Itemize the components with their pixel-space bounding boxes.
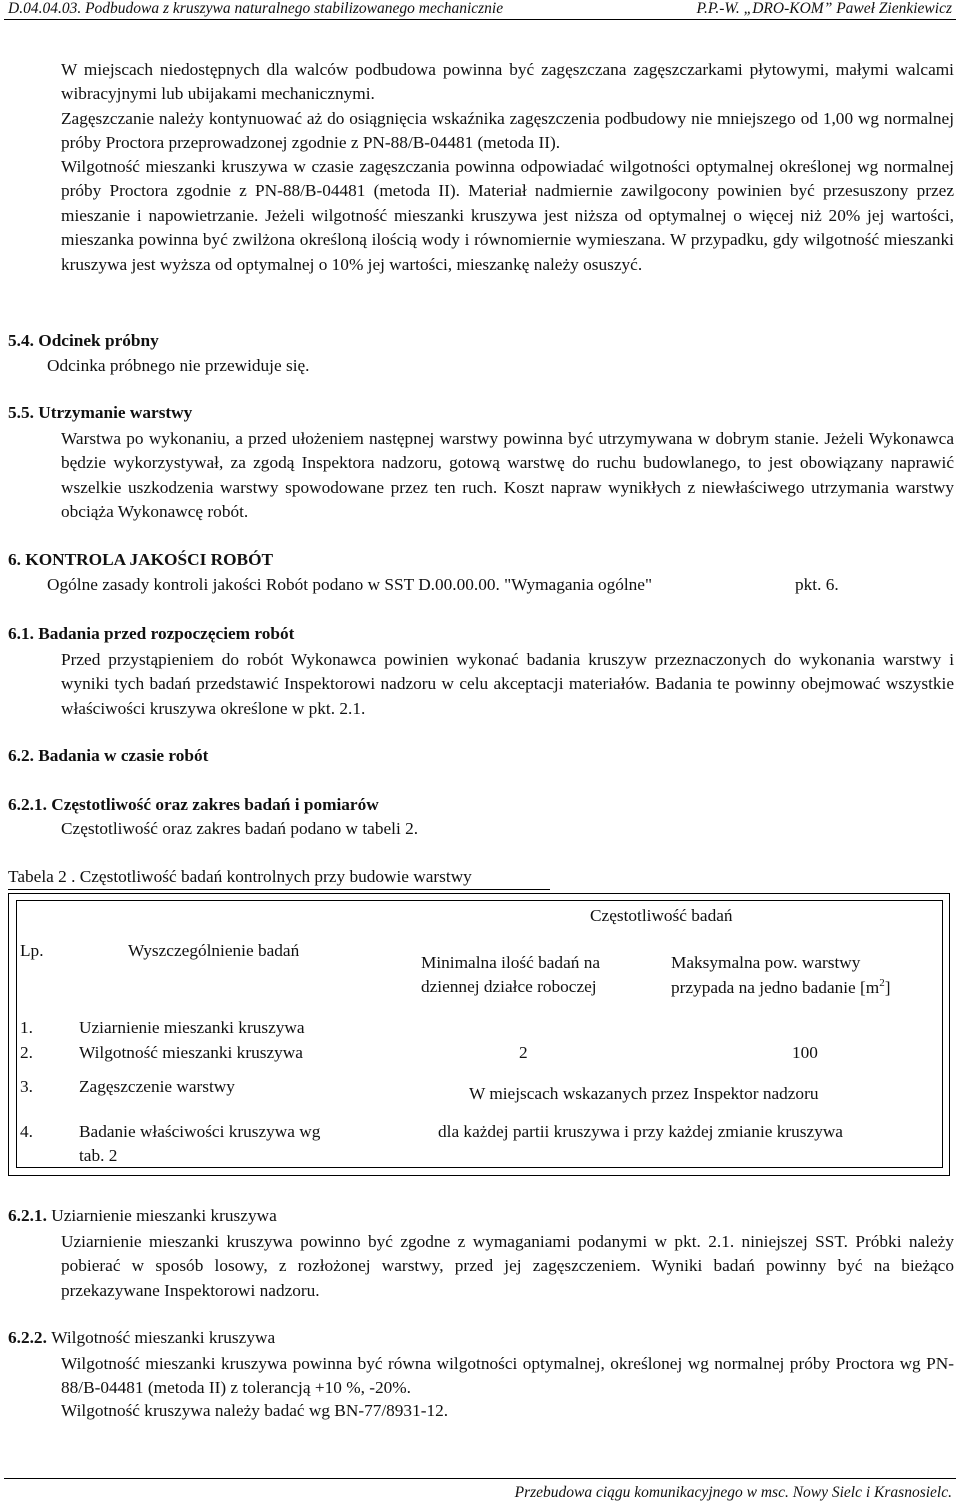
section-number: 5.5. [8,403,34,422]
section-6-2-2-text2: Wilgotność kruszywa należy badać wg BN-77/8931-12. [61,1401,449,1420]
row12-min: 2 [519,1043,528,1062]
intro-paragraph-3: Wilgotność mieszanki kruszywa w czasie zagęszczania powinna odpowiadać wilgotności optymalnej określonej wg normalnej próby Proctora zgodnie z PN-88/B-04481 (metoda II). Materiał nadmiernie zawilgocony powinien być przesuszony przez mieszanie i napowietrzanie. Jeżeli wilgotność mieszanki kruszywa jest niższa od optymalnej o więcej niż 20% jej wartości, mieszanka powinna być zwilżona określoną ilością wody i równomiernie wymieszana. W przypadku, gdy wilgotność mieszanki kruszywa jest wyższa od optymalnej o 10% jej wartości, mieszankę należy osuszyć. [61,157,954,274]
section-number: 6.2.1. [8,1206,47,1225]
row1-lp: 1. [20,1018,33,1037]
section-6-heading [8,550,273,570]
section-6-2-1b-text: Uziarnienie mieszanki kruszywa powinno być zgodne z wymaganiami podanymi w pkt. 2.1. niniejszej SST. Próbki należy pobierać w sposób losowy, z rozłożonej warstwy, przed jej zagęszczeniem. Wyniki badań powinny być na bieżąco przekazywane Inspektorowi nadzoru. [61,1232,954,1300]
section-title: Badania przed rozpoczęciem robót [38,624,295,643]
footer-text: Przebudowa ciągu komunikacyjnego w msc. Nowy Sielc i Krasnosielc. [514,1484,952,1501]
page-footer [4,1478,956,1501]
table-header-max-line2 [671,977,891,998]
section-5-5-heading [8,403,192,423]
section-6-2-1-heading [8,795,379,815]
row3-lp: 3. [20,1077,33,1096]
section-6-text: Ogólne zasady kontroli jakości Robót podano w SST D.00.00.00. "Wymagania ogólne" [47,575,653,594]
intro-paragraph-1: W miejscach niedostępnych dla walców podbudowa powinna być zagęszczana zagęszczarkami płytowymi, małymi walcami wibracyjnymi lub ubijakami mechanicznymi. [61,60,954,104]
section-title: Uziarnienie mieszanki kruszywa [51,1206,277,1225]
section-number: 6.2.2. [8,1328,47,1347]
section-number: 6.2. [8,746,34,765]
caption-underline [8,889,550,890]
section-number: 6. [8,550,21,569]
section-6-1-heading [8,624,294,644]
row2-lp: 2. [20,1043,33,1062]
section-title: Badania w czasie robót [38,746,209,765]
section-number: 6.1. [8,624,34,643]
section-5-4-text: Odcinka próbnego nie przewiduje się. [47,356,310,375]
table-header-description: Wyszczególnienie badań [128,941,300,960]
table-header-max-sup: 2 [879,977,885,989]
row3-value: W miejscach wskazanych przez Inspektor nadzoru [469,1084,819,1103]
section-6-2-1b-heading [8,1206,277,1226]
row1-description: Uziarnienie mieszanki kruszywa [79,1018,305,1037]
section-6-2-2-heading [8,1328,275,1348]
table-header-frequency: Częstotliwość badań [590,906,733,925]
row4-description-line1: Badanie właściwości kruszywa wg [79,1122,321,1141]
row4-description-line2: tab. 2 [79,1146,118,1165]
row4-lp: 4. [20,1122,33,1141]
section-5-5-text: Warstwa po wykonaniu, a przed ułożeniem następnej warstwy powinna być utrzymywana w dobrym stanie. Jeżeli Wykonawca będzie wykorzystywał, za zgodą Inspektora nadzoru, gotową warstwę do ruchu budowlanego, to jest obowiązany naprawić wszelkie uszkodzenia warstwy spowodowane przez ten ruch. Koszt napraw wynikłych z niewłaściwego utrzymania warstwy obciąża Wykonawcę robót. [61,429,954,522]
row2-description: Wilgotność mieszanki kruszywa [79,1043,303,1062]
section-number: 6.2.1. [8,795,47,814]
table-header-lp: Lp. [20,941,44,960]
table-header-max-end: ] [884,977,891,997]
row3-description: Zagęszczenie warstwy [79,1077,235,1096]
section-6-2-heading [8,746,208,766]
page-header [4,0,956,20]
section-6-pkt: pkt. 6. [795,575,839,594]
table-header-max-line1: Maksymalna pow. warstwy [671,953,861,972]
table-header-max-text: przypada na jedno badanie [m [671,977,880,997]
section-title: Odcinek próbny [38,331,159,350]
section-title: Wilgotność mieszanki kruszywa [51,1328,276,1347]
header-left: D.04.04.03. Podbudowa z kruszywa naturalnego stabilizowanego mechanicznie [8,0,504,17]
section-5-4-heading [8,331,159,351]
table-header-min-line2: dziennej działce roboczej [421,977,597,996]
table-caption: Tabela 2 . Częstotliwość badań kontrolnych przy budowie warstwy [8,867,472,886]
section-title: KONTROLA JAKOŚCI ROBÓT [25,550,274,569]
section-title: Częstotliwość oraz zakres badań i pomiarów [51,795,379,814]
header-right: P.P.-W. „DRO-KOM” Paweł Zienkiewicz [696,0,952,17]
section-6-1-text: Przed przystąpieniem do robót Wykonawca powinien wykonać badania kruszyw przeznaczonych do wykonania warstwy i wyniki tych badań przedstawić Inspektorowi nadzoru w celu akceptacji materiałów. Badania te powinny obejmować wszystkie właściwości kruszywa określone w pkt. 2.1. [61,650,954,718]
row4-value: dla każdej partii kruszywa i przy każdej zmianie kruszywa [438,1122,843,1141]
row12-max: 100 [792,1043,818,1062]
section-number: 5.4. [8,331,34,350]
section-6-2-2-text: Wilgotność mieszanki kruszywa powinna być równa wilgotności optymalnej, określonej wg normalnej próby Proctora wg PN-88/B-04481 (metoda II) z tolerancją +10 %, -20%. [61,1354,954,1398]
table-header-min-line1: Minimalna ilość badań na [421,953,601,972]
intro-paragraph-2: Zagęszczanie należy kontynuować aż do osiągnięcia wskaźnika zagęszczenia podbudowy nie mniejszego od 1,00 wg normalnej próby Proctora przeprowadzonej zgodnie z PN-88/B-04481 (metoda II). [61,109,954,153]
section-title: Utrzymanie warstwy [38,403,193,422]
section-6-2-1-text: Częstotliwość oraz zakres badań podano w tabeli 2. [61,819,419,838]
